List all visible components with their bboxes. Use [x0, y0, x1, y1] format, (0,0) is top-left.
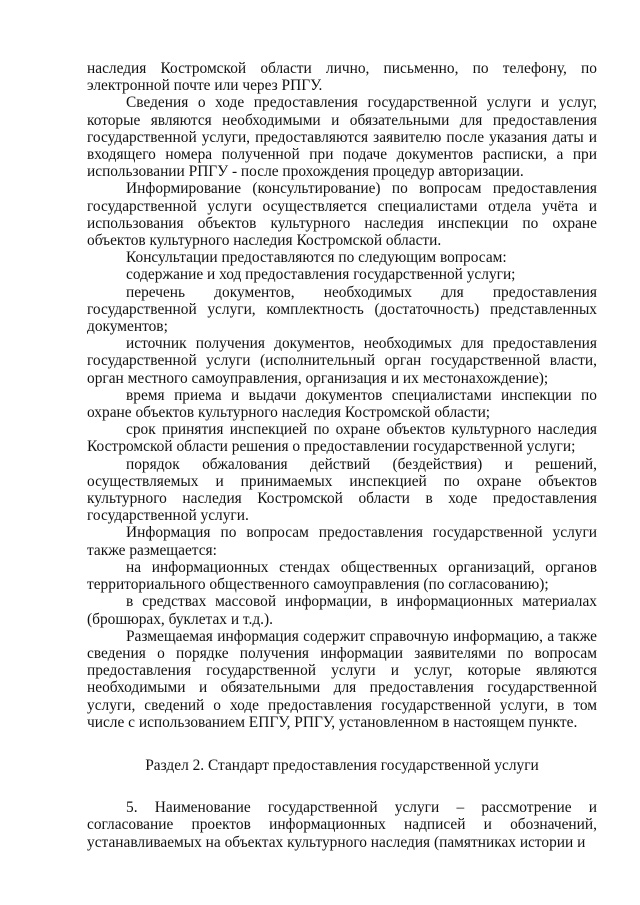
paragraph-service-name: 5. Наименование государственной услуги – рассмотрение и согласование проектов информационных надписей и обозначений, устанавливаемых на объектах культурного наследия (памятниках истории и: [87, 799, 597, 851]
list-item-info-stands: на информационных стендах общественных организаций, органов территориального общественного самоуправления (по согласованию);: [87, 558, 597, 594]
list-item-document-list: перечень документов, необходимых для предоставления государственной услуги, комплектность (достаточность) представленных документов;: [87, 283, 597, 336]
paragraph-consulting-specialists: Информирование (консультирование) по вопросам предоставления государственной услуги осуществляется специалистами отдела учёта и использования объектов культурного наследия инспекции по охране объектов культурного наследия Костромской области.: [87, 180, 597, 250]
list-item-mass-media: в средствах массовой информации, в информационных материалах (брошюрах, буклетах и т.д.).: [87, 593, 597, 628]
paragraph-consultation-topics-intro: Консультации предоставляются по следующим вопросам:: [126, 249, 507, 267]
paragraph-posted-info: Размещаемая информация содержит справочную информацию, а также сведения о порядке получения информации заявителями по вопросам предоставления государственной услуги и услуг, которые являются необходимыми и обязательными для предоставления государственной услуги, сведений о ходе предоставления государственной услуги, в том числе с использованием ЕПГУ, РПГУ, установленном в настоящем пункте.: [87, 627, 597, 731]
list-item-content-and-progress: содержание и ход предоставления государственной услуги;: [126, 266, 516, 284]
paragraph-contact-methods: наследия Костромской области лично, письменно, по телефону, по электронной почте или через РПГУ.: [87, 60, 597, 95]
list-item-decision-term: срок принятия инспекцией по охране объектов культурного наследия Костромской области решения о предоставлении государственной услуги;: [87, 421, 597, 456]
list-item-reception-time: время приема и выдачи документов специалистами инспекции по охране объектов культурного наследия Костромской области;: [87, 386, 597, 422]
list-item-appeal-procedure: порядок обжалования действий (бездействия) и решений, осуществляемых и принимаемых инспекцией по охране объектов культурного наследия Костромской области в ходе предоставления государственной услуги.: [87, 455, 597, 525]
list-item-document-source: источник получения документов, необходимых для предоставления государственной услуги (исполнительный орган государственной власти, орган местного самоуправления, организация и их местонахождение);: [87, 335, 597, 387]
paragraph-progress-info: Сведения о ходе предоставления государственной услуги и услуг, которые являются необходимыми и обязательными для предоставления государственной услуги, предоставляются заявителю после указания даты и входящего номера полученной при подаче документов расписки, а при использовании РПГУ - после прохождения процедур авторизации.: [87, 94, 597, 181]
section-heading: Раздел 2. Стандарт предоставления государственной услуги: [145, 756, 539, 774]
document-body: [87, 60, 597, 851]
paragraph-info-placement-intro: Информация по вопросам предоставления государственной услуги также размещается:: [87, 524, 597, 559]
